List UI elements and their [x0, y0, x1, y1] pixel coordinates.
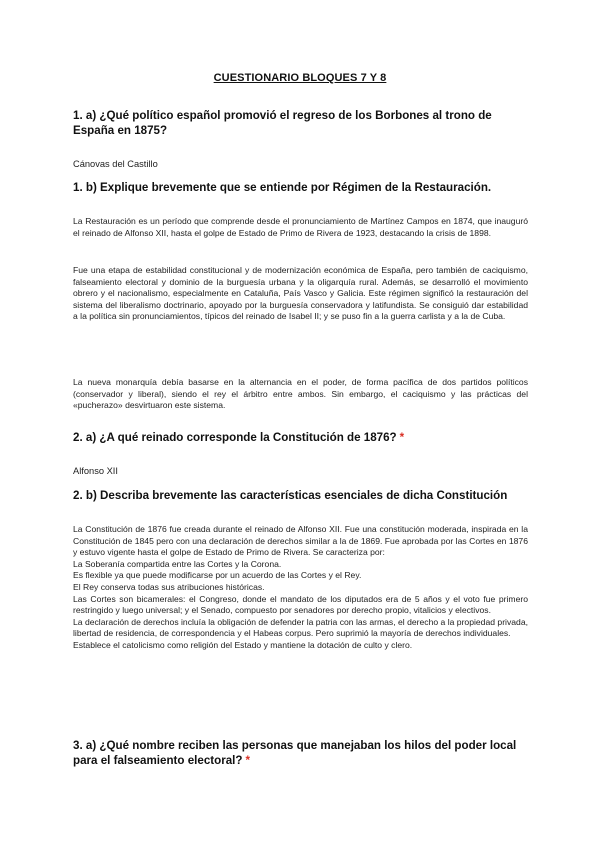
answer-1b-paragraph: La Restauración es un período que comprende desde el pronunciamiento de Martínez Campos en 1874, que inauguró el reinado de Alfonso XII, hasta el golpe de Estado de Primo de Rivera de 1923, destacando la crisis de 1898. [73, 216, 528, 238]
answer-1b-paragraph: Fue una etapa de estabilidad constitucional y de modernización económica de España, pero también de caciquismo, falseamiento electoral y dominio de la burguesía urbana y la oligarquía rural. Además, se desarrolló el movimiento obrero y el nacionalismo, especialmente en Cataluña, País Vasco y Galicia. Este régimen significó la restauración del sistema del liberalismo doctrinario, apoyado por la burguesía conservadora y latifundista. Se consiguió dar estabilidad a la política sin pronunciamientos, típicos del reinado de Isabel II; y se puso fin a la guerra carlista y a la de Cuba. [73, 265, 528, 322]
answer-2b-line: Las Cortes son bicamerales: el Congreso, donde el mandato de los diputados era de 5 años y el voto fue primero restringido y luego universal; y el Senado, compuesto por senadores por derecho propio, vitalicios y electivos. [73, 593, 528, 616]
question-2b [73, 488, 533, 503]
question-1a [73, 108, 533, 138]
question-1a-text: 1. a) ¿Qué político español promovió el regreso de los Borbones al trono de España en 1875? [73, 109, 492, 137]
answer-2b-line: La Constitución de 1876 fue creada durante el reinado de Alfonso XII. Fue una constitución moderada, inspirada en la Constitución de 1845 pero con una declaración de derechos similar a la de 1869. Fue aprobada por las Cortes en 1876 y estuvo vigente hasta el golpe de Estado de Primo de Rivera. Se caracteriza por: [73, 524, 528, 558]
answer-1a: Cánovas del Castillo [73, 159, 158, 169]
question-2a-text: 2. a) ¿A qué reinado corresponde la Constitución de 1876? [73, 431, 397, 444]
question-1b [73, 180, 533, 195]
answer-1b-paragraph: La nueva monarquía debía basarse en la alternancia en el poder, de forma pacífica de dos partidos políticos (conservador y liberal), siendo el rey el árbitro entre ambos. Sin embargo, el caciquismo y las prácticas del «pucherazo» desvirtuaron este sistema. [73, 377, 528, 411]
question-3a-text: 3. a) ¿Qué nombre reciben las personas que manejaban los hilos del poder local para el falseamiento electoral? [73, 739, 517, 767]
required-marker: * [399, 431, 405, 444]
answer-2b-line: Es flexible ya que puede modificarse por un acuerdo de las Cortes y el Rey. [73, 570, 362, 581]
answer-2b-line: Establece el catolicismo como religión del Estado y mantiene la dotación de culto y clero. [73, 639, 413, 650]
question-3a [73, 738, 533, 768]
question-2a [73, 430, 533, 445]
answer-2a: Alfonso XII [73, 466, 118, 476]
answer-2b-line: La declaración de derechos incluía la obligación de defender la patria con las armas, el derecho a la propiedad privada, libertad de residencia, de correspondencia y el Habeas corpus. Pero suprimió la mayoría de derechos individuales. [73, 616, 528, 639]
question-2b-text: 2. b) Describa brevemente las características esenciales de dicha Constitución [73, 489, 508, 502]
document-title: CUESTIONARIO BLOQUES 7 Y 8 [213, 72, 387, 84]
question-1b-text: 1. b) Explique brevemente que se entiende por Régimen de la Restauración. [73, 181, 492, 194]
answer-2b-line: El Rey conserva todas sus atribuciones históricas. [73, 581, 265, 592]
answer-2b [73, 524, 528, 652]
required-marker: * [245, 754, 250, 767]
answer-2b-line: La Soberanía compartida entre las Cortes y la Corona. [73, 558, 282, 569]
